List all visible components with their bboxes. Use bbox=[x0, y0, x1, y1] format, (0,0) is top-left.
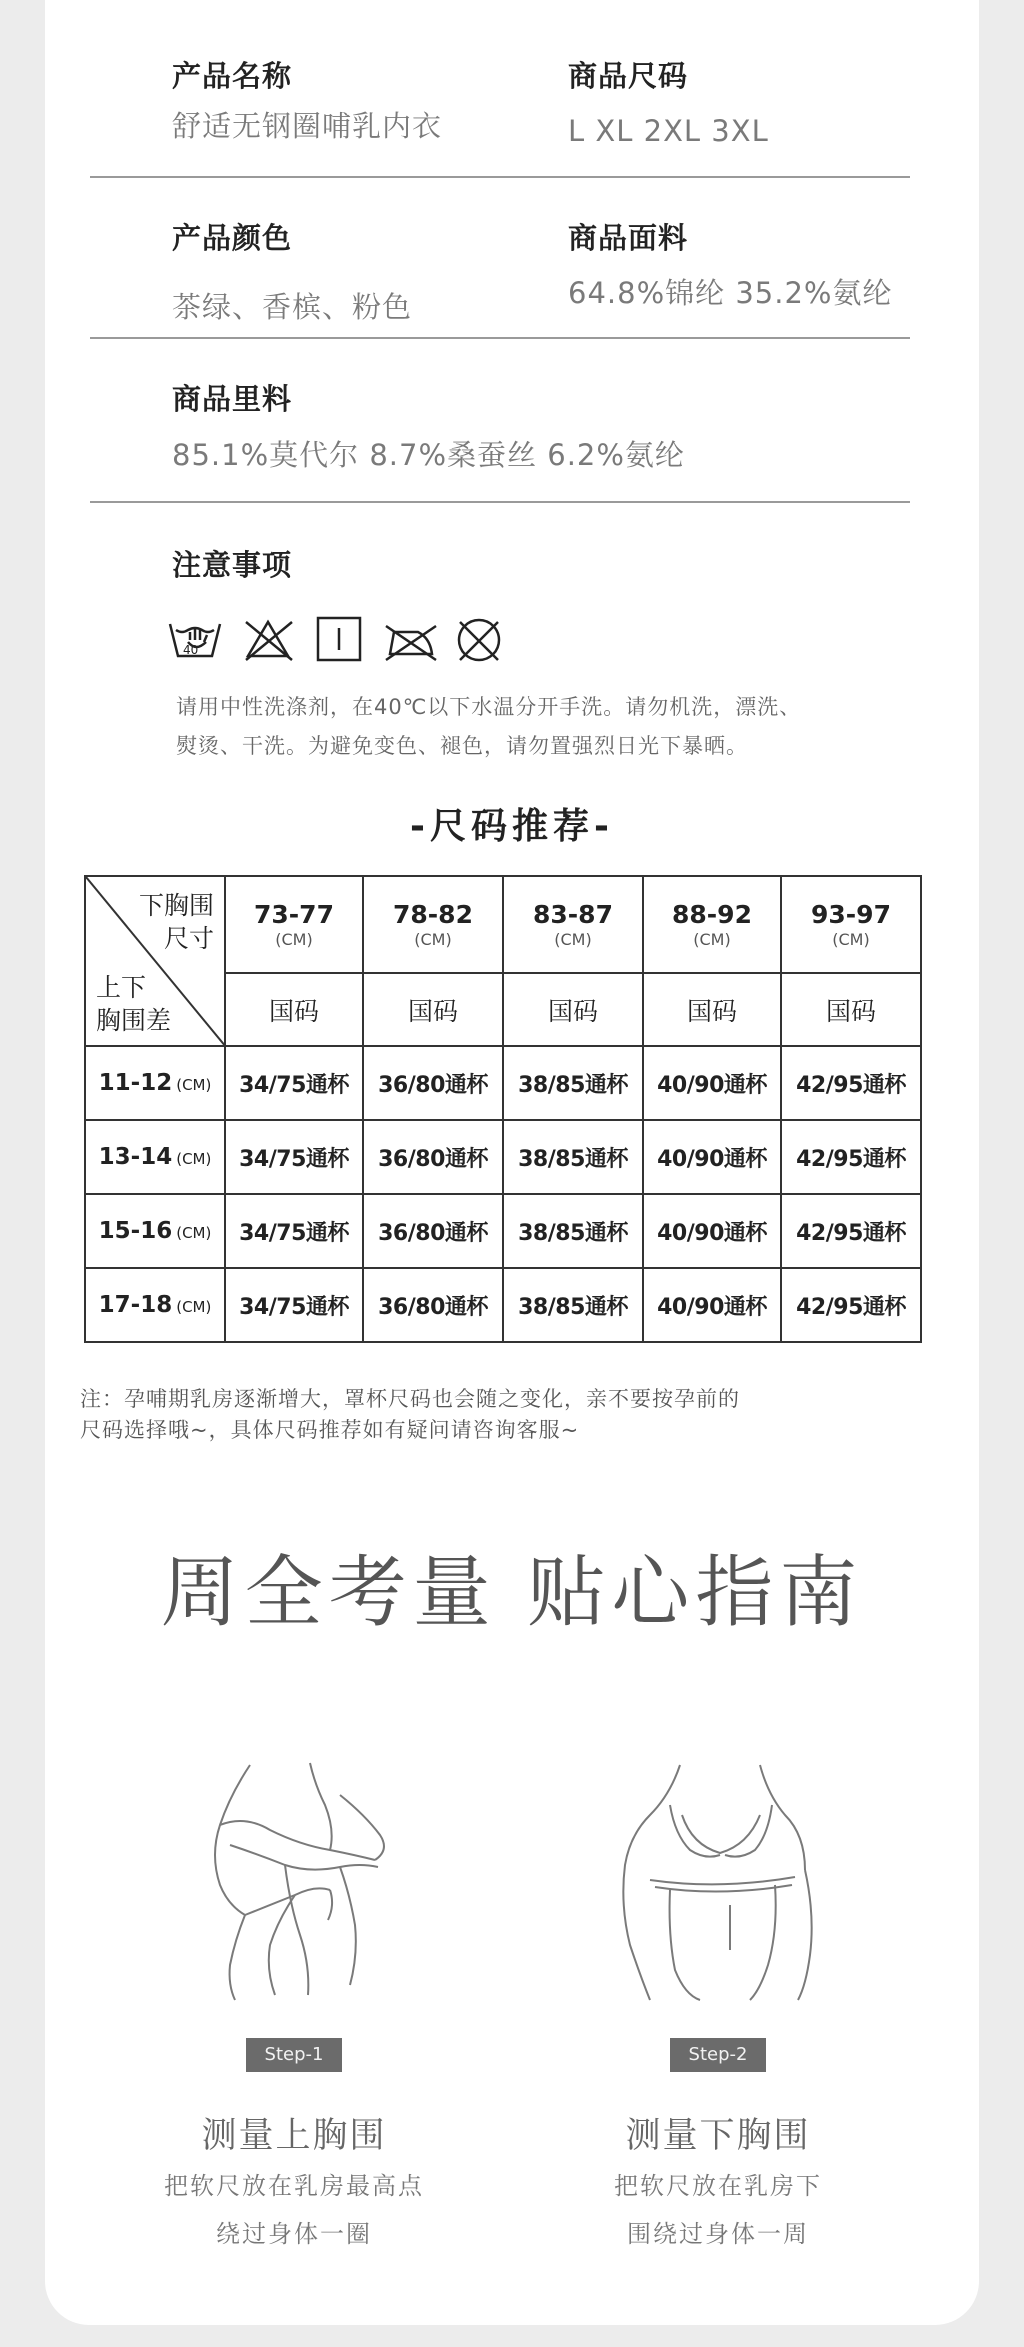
column-header bbox=[781, 876, 921, 973]
row-diff: 15-16 bbox=[98, 1218, 173, 1244]
product-color-label: 产品颜色 bbox=[172, 221, 293, 255]
row-unit: (CM) bbox=[176, 1076, 212, 1094]
table-cell: 40/90通杯 bbox=[643, 1120, 781, 1194]
divider bbox=[90, 337, 910, 339]
corner-top-line2: 尺寸 bbox=[163, 924, 214, 953]
care-line: 请用中性洗涤剂，在40℃以下水温分开手洗。请勿机洗，漂洗、 bbox=[176, 695, 802, 719]
product-color-value: 茶绿、香槟、粉色 bbox=[172, 290, 413, 324]
column-header bbox=[225, 876, 363, 973]
table-cell: 42/95通杯 bbox=[781, 1194, 921, 1268]
divider bbox=[90, 501, 910, 503]
row-header bbox=[85, 1120, 225, 1194]
column-code: 国码 bbox=[781, 973, 921, 1046]
column-header bbox=[363, 876, 503, 973]
size-rec-title: -尺码推荐- bbox=[410, 806, 614, 847]
wash-temp-label: 40 bbox=[183, 643, 199, 657]
column-code: 国码 bbox=[363, 973, 503, 1046]
row-unit: (CM) bbox=[176, 1224, 212, 1242]
table-cell: 36/80通杯 bbox=[363, 1268, 503, 1342]
row-unit: (CM) bbox=[176, 1150, 212, 1168]
table-cell: 34/75通杯 bbox=[225, 1194, 363, 1268]
column-code: 国码 bbox=[225, 973, 363, 1046]
care-title: 注意事项 bbox=[172, 548, 293, 582]
line-dry-icon bbox=[318, 618, 360, 660]
care-line: 熨烫、干洗。为避免变色、褪色，请勿置强烈日光下暴晒。 bbox=[176, 734, 748, 758]
product-lining-value: 85.1%莫代尔 8.7%桑蚕丝 6.2%氨纶 bbox=[172, 438, 685, 472]
product-fabric-value: 64.8%锦纶 35.2%氨纶 bbox=[568, 276, 893, 310]
table-row bbox=[85, 1194, 921, 1268]
size-table bbox=[84, 875, 922, 1343]
no-bleach-icon bbox=[246, 622, 292, 660]
table-row bbox=[85, 1268, 921, 1342]
product-size-value: L XL 2XL 3XL bbox=[568, 114, 769, 148]
column-range: 93-97 bbox=[811, 899, 891, 929]
no-dry-clean-icon bbox=[459, 620, 499, 660]
upper-bust-illustration bbox=[190, 1755, 420, 2005]
table-cell: 38/85通杯 bbox=[503, 1268, 643, 1342]
step-2-description bbox=[558, 2162, 878, 2258]
table-cell: 38/85通杯 bbox=[503, 1120, 643, 1194]
product-name-label: 产品名称 bbox=[172, 59, 293, 93]
column-unit: (CM) bbox=[832, 929, 870, 949]
column-unit: (CM) bbox=[554, 929, 592, 949]
row-diff: 11-12 bbox=[98, 1070, 173, 1096]
table-cell: 38/85通杯 bbox=[503, 1194, 643, 1268]
step-1-badge: Step-1 bbox=[246, 2038, 342, 2072]
row-header bbox=[85, 1268, 225, 1342]
table-row bbox=[85, 1120, 921, 1194]
note-line: 尺码选择哦~，具体尺码推荐如有疑问请咨询客服~ bbox=[80, 1418, 580, 1442]
step-1-title: 测量上胸围 bbox=[201, 2116, 387, 2156]
product-name-value: 舒适无钢圈哺乳内衣 bbox=[172, 109, 443, 143]
hand-wash-40-icon bbox=[170, 624, 220, 657]
row-diff: 13-14 bbox=[98, 1144, 173, 1170]
care-instructions bbox=[176, 688, 801, 766]
size-note bbox=[80, 1384, 740, 1446]
step-2-title: 测量下胸围 bbox=[625, 2116, 811, 2156]
table-cell: 40/90通杯 bbox=[643, 1046, 781, 1120]
table-cell: 34/75通杯 bbox=[225, 1120, 363, 1194]
step-desc-line: 围绕过身体一周 bbox=[627, 2220, 809, 2248]
step-desc-line: 把软尺放在乳房最高点 bbox=[164, 2172, 424, 2200]
row-header bbox=[85, 1194, 225, 1268]
column-unit: (CM) bbox=[693, 929, 731, 949]
column-header bbox=[643, 876, 781, 973]
column-code: 国码 bbox=[503, 973, 643, 1046]
step-desc-line: 绕过身体一圈 bbox=[216, 2220, 372, 2248]
product-size-label: 商品尺码 bbox=[568, 59, 689, 93]
under-bust-illustration bbox=[610, 1755, 830, 2005]
table-cell: 40/90通杯 bbox=[643, 1194, 781, 1268]
divider bbox=[90, 176, 910, 178]
care-icons bbox=[168, 612, 568, 666]
table-cell: 36/80通杯 bbox=[363, 1046, 503, 1120]
column-unit: (CM) bbox=[414, 929, 452, 949]
table-cell: 34/75通杯 bbox=[225, 1046, 363, 1120]
table-cell: 42/95通杯 bbox=[781, 1120, 921, 1194]
column-code: 国码 bbox=[643, 973, 781, 1046]
corner-bottom-line2: 胸围差 bbox=[96, 1006, 172, 1035]
table-cell: 36/80通杯 bbox=[363, 1120, 503, 1194]
guide-title: 周全考量 贴心指南 bbox=[160, 1548, 864, 1638]
table-cell: 40/90通杯 bbox=[643, 1268, 781, 1342]
row-header bbox=[85, 1046, 225, 1120]
table-cell: 36/80通杯 bbox=[363, 1194, 503, 1268]
product-fabric-label: 商品面料 bbox=[568, 221, 689, 255]
table-row bbox=[85, 1046, 921, 1120]
no-iron-icon bbox=[386, 626, 436, 660]
table-corner-cell bbox=[85, 876, 225, 1046]
column-range: 73-77 bbox=[254, 899, 334, 929]
table-cell: 38/85通杯 bbox=[503, 1046, 643, 1120]
row-diff: 17-18 bbox=[98, 1292, 173, 1318]
step-desc-line: 把软尺放在乳房下 bbox=[614, 2172, 822, 2200]
product-lining-label: 商品里料 bbox=[172, 382, 293, 416]
column-range: 83-87 bbox=[533, 899, 613, 929]
column-range: 88-92 bbox=[672, 899, 752, 929]
corner-top-line1: 下胸围 bbox=[138, 891, 214, 920]
table-cell: 42/95通杯 bbox=[781, 1046, 921, 1120]
table-cell: 34/75通杯 bbox=[225, 1268, 363, 1342]
corner-bottom-line1: 上下 bbox=[96, 973, 147, 1002]
step-1-description bbox=[134, 2162, 454, 2258]
row-unit: (CM) bbox=[176, 1298, 212, 1316]
column-header bbox=[503, 876, 643, 973]
note-line: 注：孕哺期乳房逐渐增大，罩杯尺码也会随之变化，亲不要按孕前的 bbox=[80, 1387, 740, 1411]
step-2-badge: Step-2 bbox=[670, 2038, 766, 2072]
table-cell: 42/95通杯 bbox=[781, 1268, 921, 1342]
column-range: 78-82 bbox=[393, 899, 473, 929]
column-unit: (CM) bbox=[275, 929, 313, 949]
